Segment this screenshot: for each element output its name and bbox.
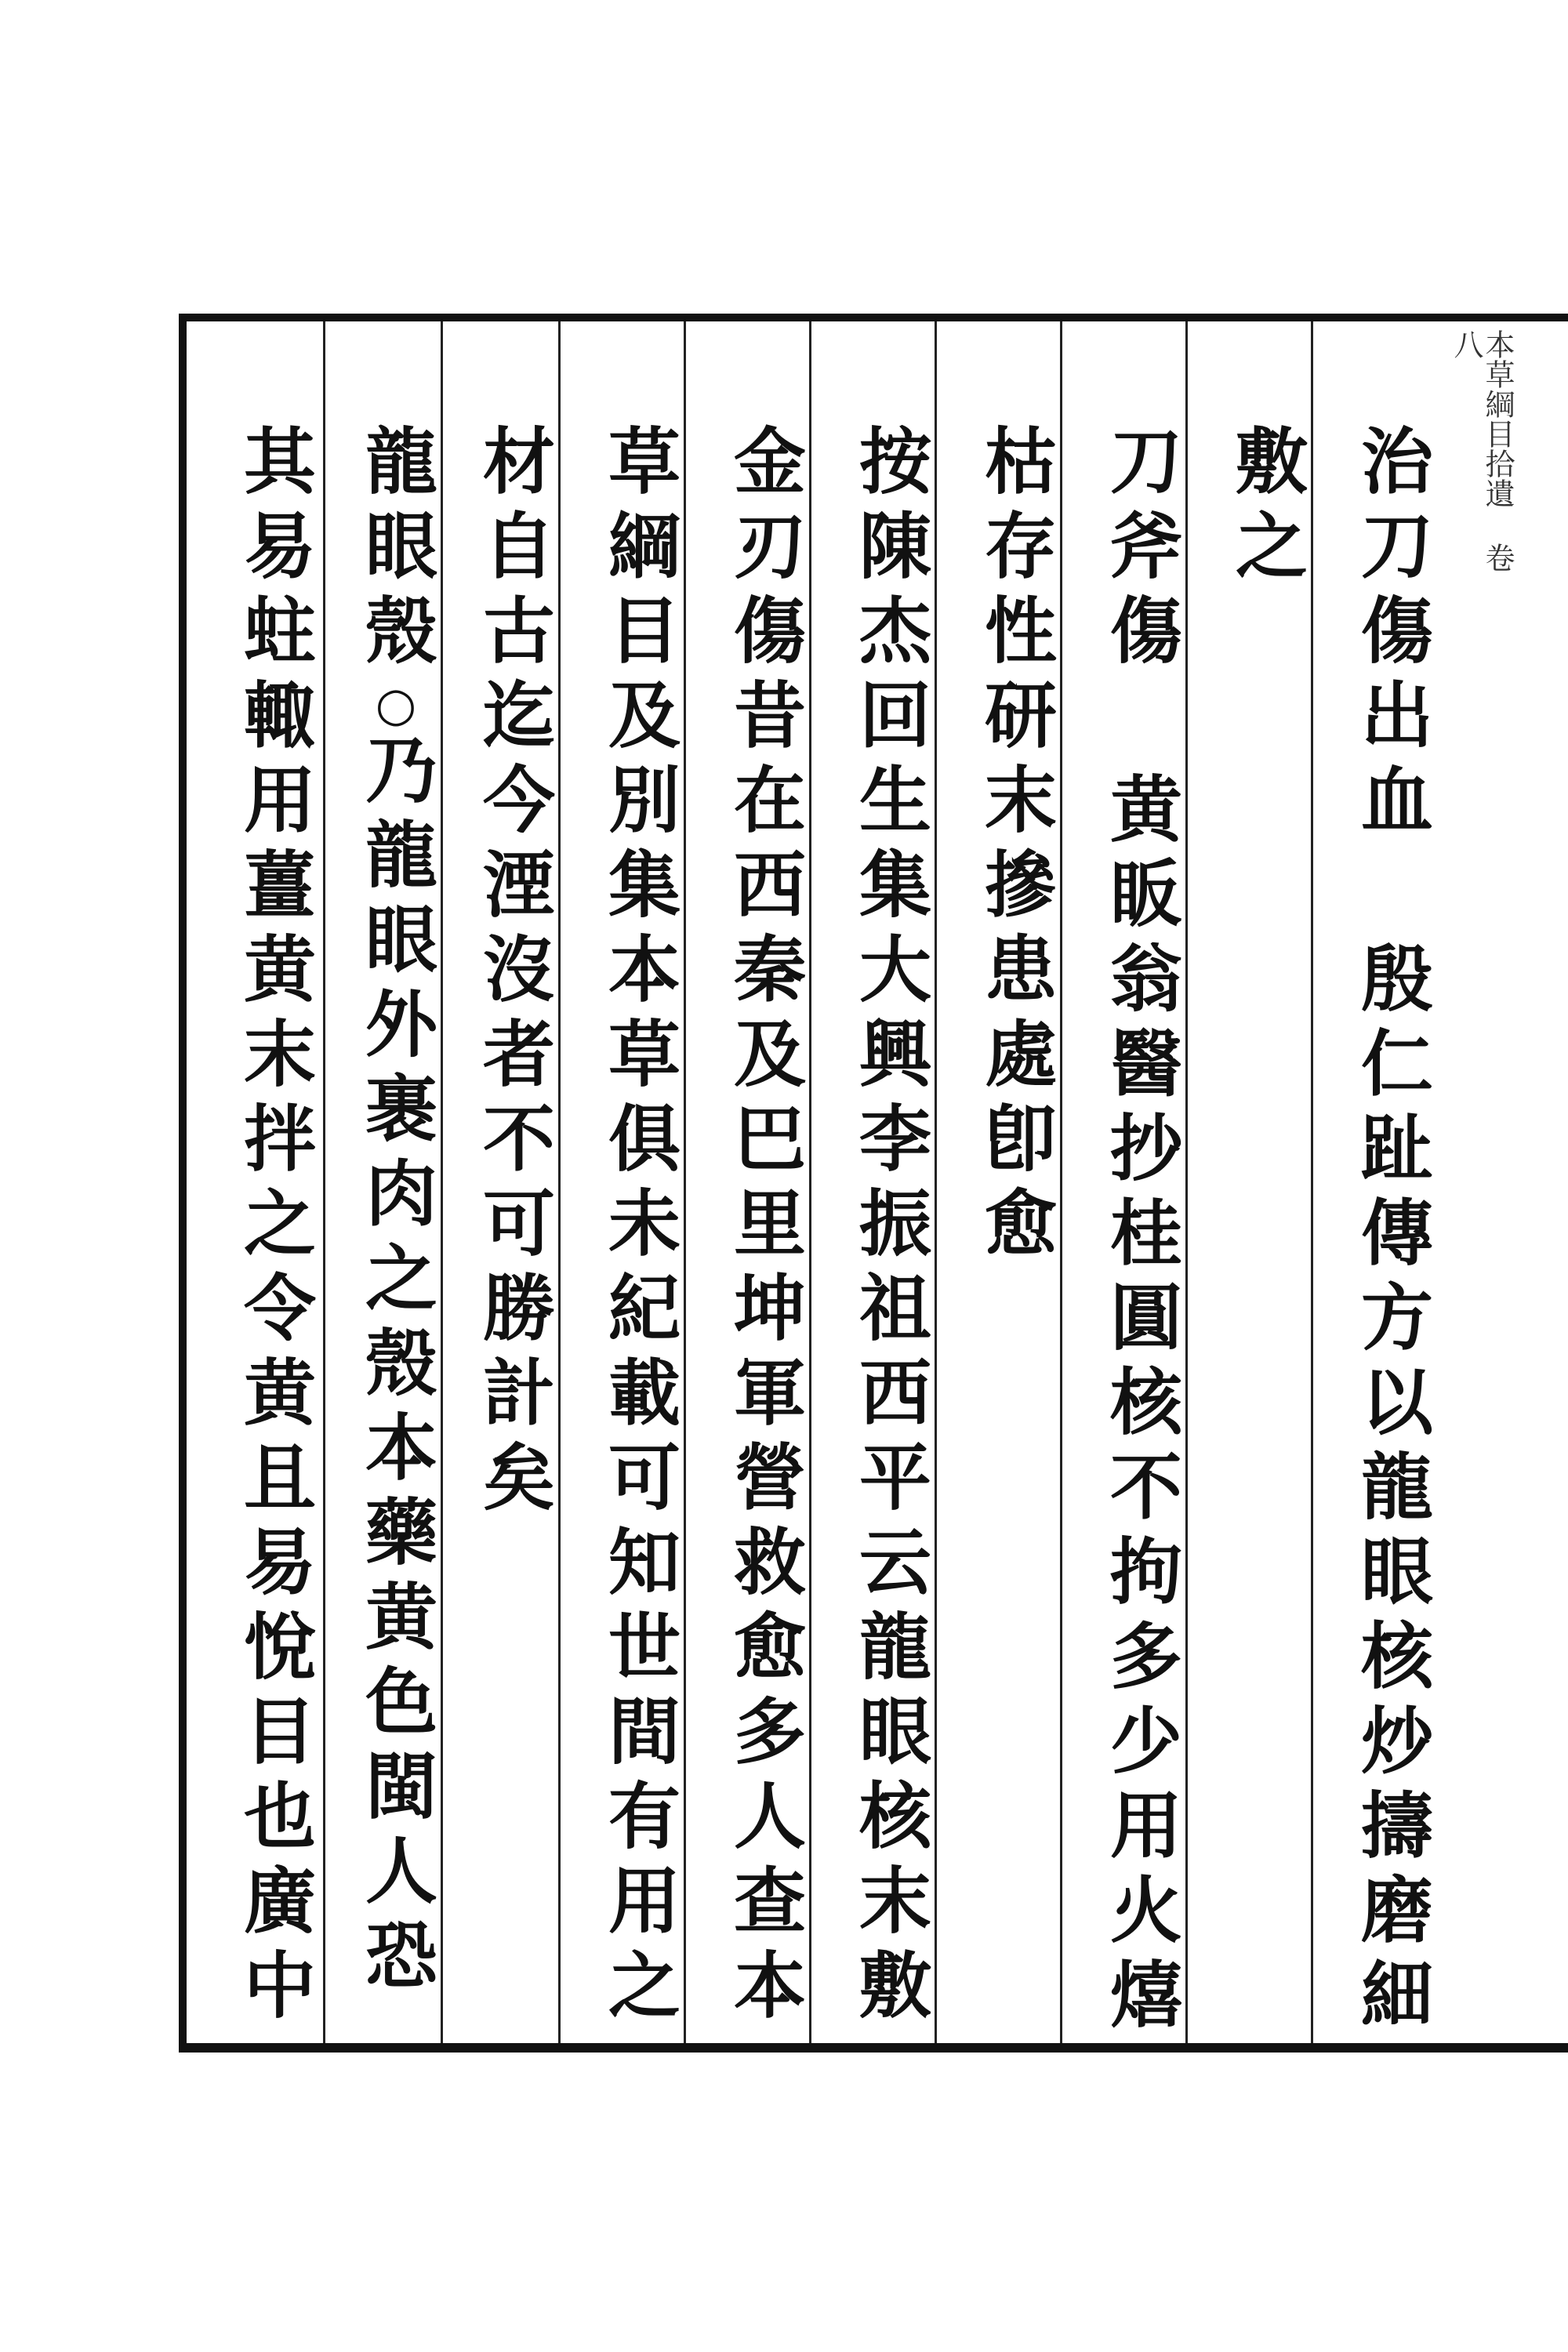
text-column (972, 423, 1058, 1270)
text-column (231, 423, 318, 2032)
entry-heading: 治刀傷出血 (1349, 423, 1434, 847)
entry-text: 其易蛀輙用薑黄末拌之令黄且易悅目也廣中 (232, 423, 317, 2032)
entry-text: 按陳杰回生集大興李振祖西平云龍眼核末敷 (848, 423, 932, 2032)
entry-text: 殷仁趾傳方以龍眼核炒擣磨細 (1349, 941, 1434, 2042)
column-rule (809, 321, 811, 2043)
entry-text: 金刃傷昔在西秦及巴里坤軍營救愈多人查本 (722, 423, 807, 2032)
entry-text: 草綱目及別集本草俱未紀載可知世間有用之 (597, 423, 681, 2032)
column-rule (1060, 321, 1062, 2043)
running-header: 本草綱目拾遺 卷八 (1449, 329, 1515, 572)
column-rule (441, 321, 443, 2043)
text-column (1348, 423, 1435, 2042)
column-rule (1185, 321, 1188, 2043)
entry-text: 黄眅翁醫抄桂圓核不拘多少用火熺 (1098, 771, 1183, 2042)
text-column (353, 423, 439, 2002)
entry-text: 材自古迄今湮沒者不可勝計矣 (471, 423, 556, 1524)
text-column (847, 423, 933, 2032)
text-column (721, 423, 808, 2032)
text-column (596, 423, 682, 2032)
entry-text: 敷之 (1224, 423, 1308, 593)
column-rule (1311, 321, 1313, 2043)
entry-heading: 刀斧傷 (1098, 423, 1183, 677)
text-column (470, 423, 557, 1524)
text-column (1223, 423, 1309, 593)
entry-heading: 龍眼殼 (354, 423, 438, 677)
column-rule (935, 321, 937, 2043)
entry-text: 枯存性研末摻患處卽愈 (973, 423, 1058, 1270)
column-rule (323, 321, 325, 2043)
column-rule (684, 321, 686, 2043)
text-column (1098, 423, 1184, 2042)
circle-mark: ○ (368, 677, 423, 732)
entry-text: 乃龍眼外裹肉之殼本藥黄色閩人恐 (354, 732, 438, 2002)
column-rule (558, 321, 561, 2043)
